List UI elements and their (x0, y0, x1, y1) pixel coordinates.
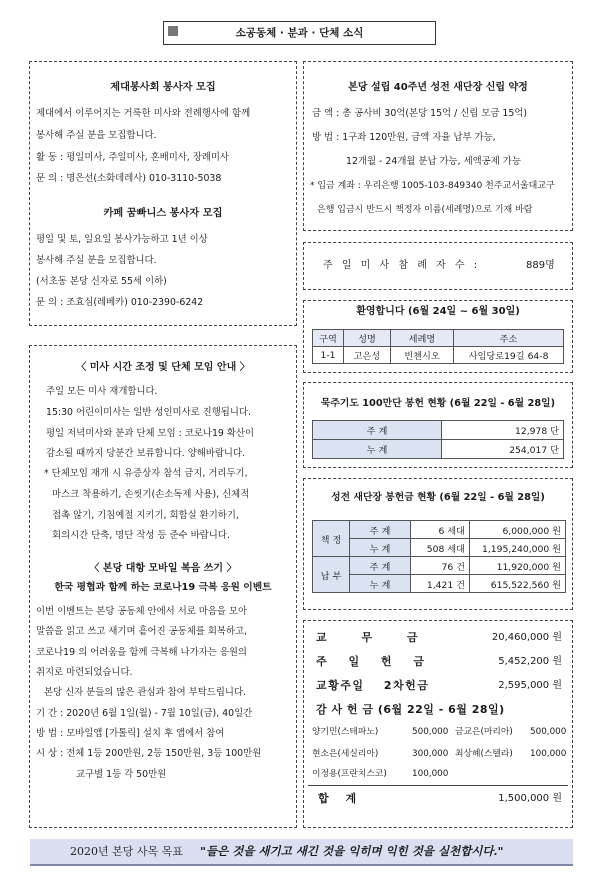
altar-line: 봉사해 주실 분을 모집합니다. (36, 130, 157, 141)
row-label: 주 계 (350, 557, 411, 575)
row-amount: 6,000,000 원 (470, 521, 566, 539)
total-value: 1,500,000 원 (498, 793, 562, 804)
mass-line: 마스크 착용하기, 손씻기(손소독제 사용), 신체적 (52, 489, 250, 500)
pledge-title: 본당 설립 40주년 성전 새단장 신립 약정 (348, 82, 528, 93)
total-label: 합 계 (318, 792, 357, 805)
table-row (313, 440, 564, 459)
row-value: 254,017 단 (442, 440, 564, 459)
donor-name: 현소은(세실리아) (312, 749, 379, 759)
row-label: 주 계 (313, 421, 442, 440)
row-count: 1,421 건 (411, 575, 470, 593)
footer-label: 2020년 본당 사목 목표 (70, 845, 183, 858)
pledge-line: 금 액 : 총 공사비 30억(본당 15억 / 신립 모금 15억) (312, 108, 528, 119)
group-label: 책 정 (313, 521, 350, 557)
table-row (313, 347, 564, 364)
cafe-line: 봉사해 주실 분을 모집합니다. (36, 255, 157, 266)
renovation-title: 성전 새단장 봉헌금 현황 (6월 22일 - 6월 28일) (331, 492, 545, 503)
donor-name: 금교은(마리아) (455, 727, 513, 737)
col-header: 주소 (454, 330, 564, 347)
mass-line: 감소될 때까지 당분간 보류합니다. 양해바랍니다. (46, 448, 246, 459)
donor-amount: 100,000 (530, 749, 567, 759)
row-label: 누 계 (350, 539, 411, 557)
donor-amount: 100,000 (412, 769, 449, 779)
mass-line: 15:30 어린이미사는 일반 성인미사로 진행됩니다. (46, 407, 251, 418)
mass-notice-title: 〈 미사 시간 조정 및 단체 모임 안내 〉 (76, 362, 250, 373)
row-value: 12,978 단 (442, 421, 564, 440)
row-label: 주 계 (350, 521, 411, 539)
row-amount: 1,195,240,000 원 (470, 539, 566, 557)
table-row (313, 421, 564, 440)
footer-motto: "들은 것을 새기고 새긴 것을 익히며 익힌 것을 실천합시다." (200, 844, 504, 858)
mobile-event-title: 〈 본당 대항 모바일 복음 쓰기 〉 (89, 563, 237, 574)
finance-value: 2,595,000 원 (498, 680, 562, 691)
cell-zone: 1-1 (313, 347, 344, 364)
cafe-line: 평일 및 토, 일요일 봉사가능하고 1년 이상 (36, 234, 208, 245)
mobile-period: 기 간 : 2020년 6월 1일(월) - 7월 10일(금), 40일간 (36, 708, 253, 719)
mass-line: 평일 저녁미사와 분과 단체 모임 : 코로나19 확산이 (46, 428, 255, 439)
donor-amount: 500,000 (412, 727, 449, 737)
altar-line: 제대에서 이루어지는 거룩한 미사와 전례행사에 함께 (36, 108, 251, 119)
mobile-event-subtitle: 한국 평협과 함께 하는 코로나19 극복 응원 이벤트 (54, 582, 272, 593)
mobile-line: 취지로 마련되었습니다. (36, 667, 133, 678)
mass-line: 회의시간 단축, 명단 작성 등 준수 바랍니다. (52, 530, 230, 541)
welcome-header-row (313, 330, 564, 347)
section-title: 소공동체 · 분과 · 단체 소식 (235, 27, 364, 39)
altar-contact: 문 의 : 명은선(소화데레사) 010-3110-5038 (36, 173, 222, 184)
finance-label: 교 무 금 (316, 631, 419, 644)
row-count: 76 건 (411, 557, 470, 575)
mobile-prize: 교구별 1등 각 50만원 (76, 769, 167, 780)
mobile-line: 코로나19 의 어려움을 함께 극복해 나가자는 응원의 (36, 647, 247, 658)
attendance-label: 주 일 미 사 참 례 자 수 : (323, 260, 481, 271)
mobile-method: 방 법 : 모바일앱 [가톨릭] 설치 후 앱에서 참여 (36, 728, 225, 739)
table-row (313, 575, 566, 593)
finance-value: 20,460,000 원 (491, 632, 562, 643)
row-label: 누 계 (350, 575, 411, 593)
cell-name: 고은성 (344, 347, 391, 364)
mass-line: * 단체모임 재개 시 유증상자 참석 금지, 거리두기, (44, 468, 248, 479)
mass-line: 접촉 않기, 기침예절 지키기, 회합실 환기하기, (52, 510, 239, 521)
table-row (313, 521, 566, 539)
renovation-table (312, 520, 566, 593)
welcome-table (312, 329, 564, 364)
row-amount: 11,920,000 원 (470, 557, 566, 575)
col-header: 성명 (344, 330, 391, 347)
col-header: 세례명 (391, 330, 454, 347)
thanks-title: 감 사 헌 금 (6월 22일 - 6월 28일) (316, 703, 505, 716)
mobile-line: 말씀을 읽고 쓰고 새기며 흩어진 공동체를 회복하고, (36, 626, 248, 637)
cafe-contact: 문 의 : 조효심(레베카) 010-2390-6242 (36, 297, 204, 308)
attendance-value: 889명 (526, 260, 555, 271)
mass-line: 주일 모든 미사 재개합니다. (46, 386, 158, 397)
cafe-line: (서초동 본당 신자로 55세 이하) (36, 276, 167, 287)
cell-address: 사임당로19길 64-8 (454, 347, 564, 364)
row-amount: 615,522,560 원 (470, 575, 566, 593)
mobile-line: 이번 이벤트는 본당 공동체 안에서 서로 마음을 모아 (36, 606, 248, 617)
altar-line: 활 동 : 평일미사, 주일미사, 혼배미사, 장례미사 (36, 152, 229, 163)
cafe-volunteer-title: 카페 꿈빠니스 봉사자 모집 (103, 208, 223, 219)
rosary-table (312, 420, 564, 459)
pledge-line: 12개월 - 24개월 분납 가능, 세액공제 가능 (346, 156, 521, 167)
divider (308, 785, 568, 786)
welcome-title: 환영합니다 (6월 24일 ~ 6월 30일) (356, 306, 520, 317)
group-label: 납 부 (313, 557, 350, 593)
pledge-line: 방 법 : 1구좌 120만원, 금액 자율 납부 가능, (312, 132, 496, 143)
donor-name: 양기민(스테파노) (312, 727, 379, 737)
finance-label: 교황주일 2차헌금 (316, 679, 430, 692)
rosary-title: 묵주기도 100만단 봉헌 현황 (6월 22일 - 6월 28일) (320, 398, 556, 409)
row-count: 508 세대 (411, 539, 470, 557)
pledge-account: * 입금 계좌 : 우리은행 1005-103-849340 천주교서울대교구 (310, 181, 555, 191)
donor-name: 이정용(프란치스코) (312, 769, 387, 779)
col-header: 구역 (313, 330, 344, 347)
row-label: 누 계 (313, 440, 442, 459)
cell-baptism: 빈첸시오 (391, 347, 454, 364)
donor-name: 최상혜(스텔라) (455, 749, 513, 759)
donor-amount: 300,000 (412, 749, 449, 759)
row-count: 6 세대 (411, 521, 470, 539)
table-row (313, 539, 566, 557)
mobile-line: 본당 신자 분들의 많은 관심과 참여 부탁드립니다. (44, 687, 246, 698)
pledge-note: 은행 입금시 반드시 책정자 이름(세례명)으로 기재 바람 (317, 205, 533, 215)
donor-amount: 500,000 (530, 727, 567, 737)
finance-label: 주 일 헌 금 (316, 655, 425, 668)
mobile-prize: 시 상 : 전체 1등 200만원, 2등 150만원, 3등 100만원 (36, 748, 262, 759)
altar-server-title: 제대봉사회 봉사자 모집 (110, 82, 216, 93)
table-row (313, 557, 566, 575)
finance-value: 5,452,200 원 (498, 656, 562, 667)
